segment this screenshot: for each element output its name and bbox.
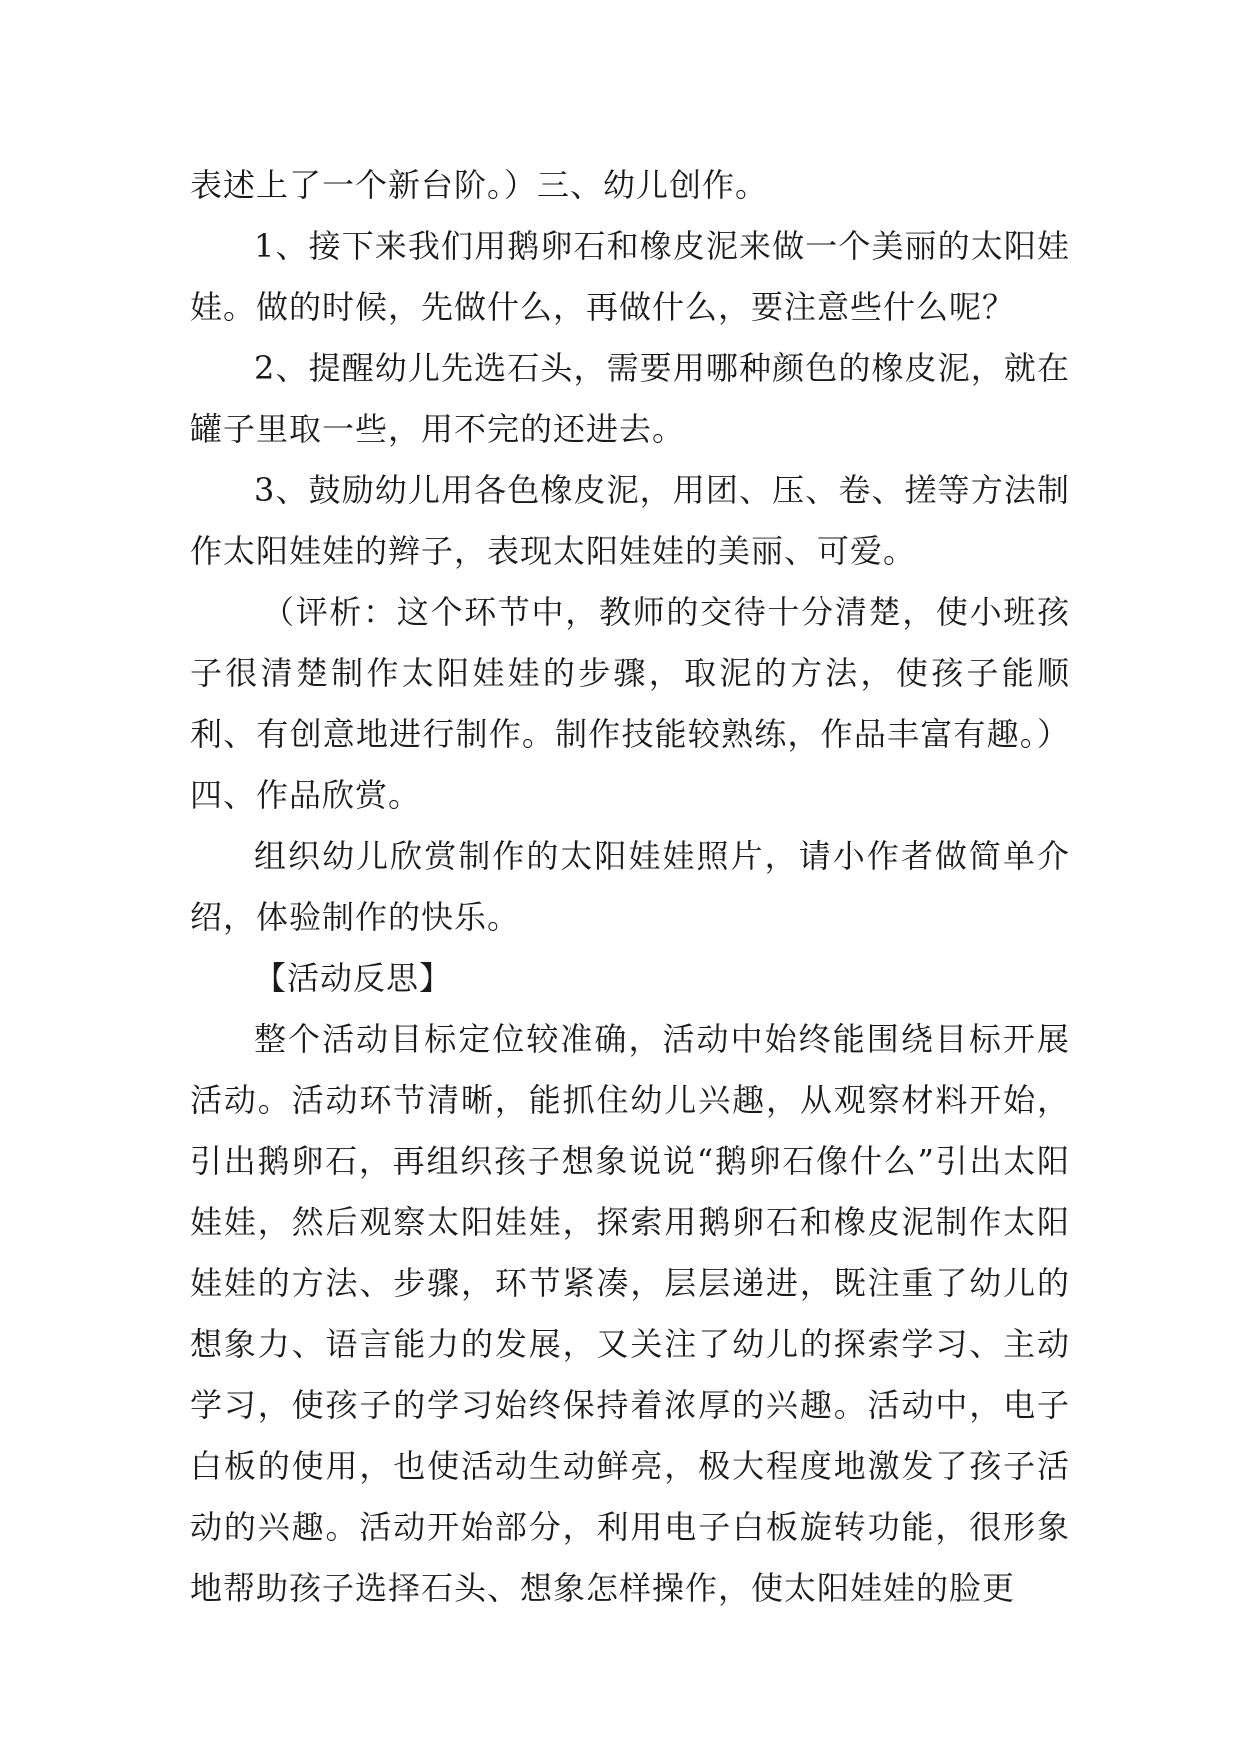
paragraph-step-3: 3、鼓励幼儿用各色橡皮泥，用团、压、卷、搓等方法制作太阳娃娃的辫子，表现太阳娃娃的美丽、可爱。: [190, 471, 1070, 570]
document-body: [190, 155, 1070, 1619]
paragraph-reflection: 整个活动目标定位较准确，活动中始终能围绕目标开展活动。活动环节清晰，能抓住幼儿兴趣，从观察材料开始，引出鹅卵石，再组织孩子想象说说“鹅卵石像什么”引出太阳娃娃，然后观察太阳娃娃，探索用鹅卵石和橡皮泥制作太阳娃娃的方法、步骤，环节紧凑，层层递进，既注重了幼儿的想象力、语言能力的发展，又关注了幼儿的探索学习、主动学习，使孩子的学习始终保持着浓厚的兴趣。活动中，电子白板的使用，也使活动生动鲜亮，极大程度地激发了孩子活动的兴趣。活动开始部分，利用电子白板旋转功能，很形象地帮助孩子选择石头、想象怎样操作，使太阳娃娃的脸更: [190, 1020, 1070, 1607]
paragraph-commentary: （评析：这个环节中，教师的交待十分清楚，使小班孩子很清楚制作太阳娃娃的步骤，取泥的方法，使孩子能顺利、有创意地进行制作。制作技能较熟练，作品丰富有趣。）四、作品欣赏。: [190, 593, 1070, 814]
paragraph-continuation: 表述上了一个新台阶。）三、幼儿创作。: [190, 166, 769, 204]
paragraph-step-1: 1、接下来我们用鹅卵石和橡皮泥来做一个美丽的太阳娃娃。做的时候，先做什么，再做什么，要注意些什么呢？: [190, 227, 1070, 326]
section-heading-reflection: 【活动反思】: [254, 959, 453, 997]
paragraph-appreciation: 组织幼儿欣赏制作的太阳娃娃照片，请小作者做简单介绍，体验制作的快乐。: [190, 837, 1070, 936]
paragraph-step-2: 2、提醒幼儿先选石头，需要用哪种颜色的橡皮泥，就在罐子里取一些，用不完的还进去。: [190, 349, 1070, 448]
